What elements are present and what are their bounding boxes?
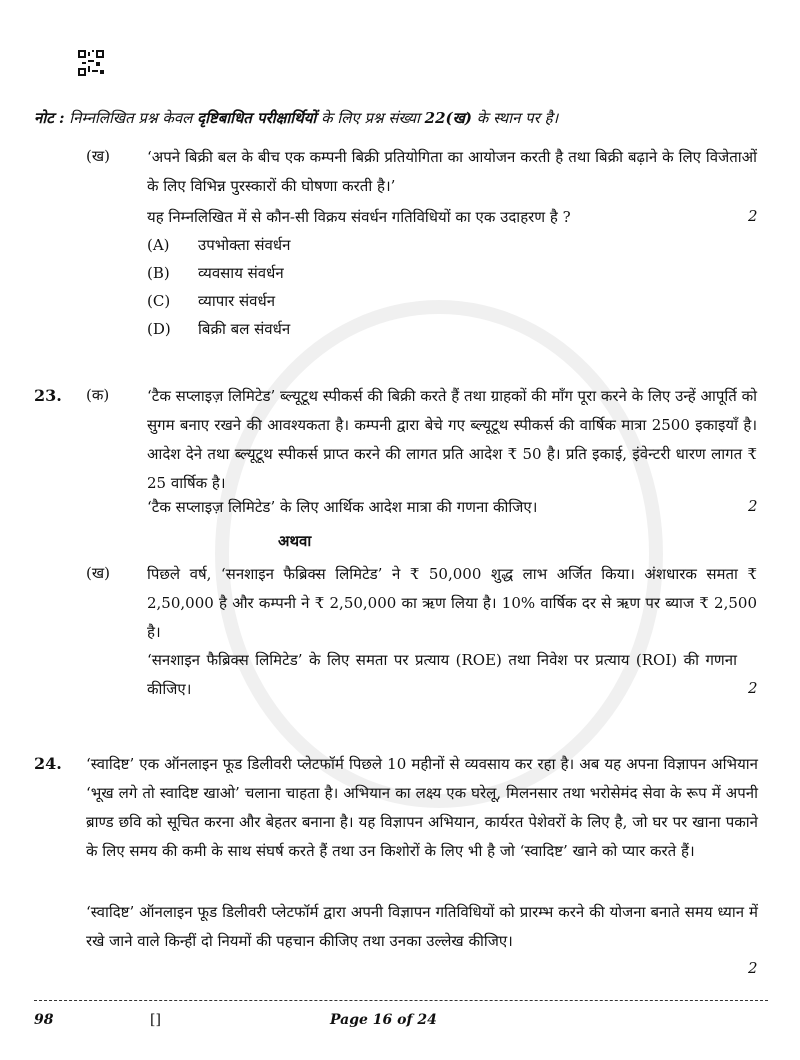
option-c-key: (C) [147,292,171,310]
option-a-key: (A) [147,236,170,254]
q23a-label: (क) [86,386,110,404]
q23a-question: ‘टैक सप्लाइज़ लिमिटेड’ के लिए आर्थिक आदेश मात्रा की गणना कीजिए। [147,498,538,516]
q22b-label: (ख) [86,147,110,165]
footer-divider [34,1000,768,1001]
q23b-text: पिछले वर्ष, ‘सनशाइन फैब्रिक्स लिमिटेड’ ने ₹ 50,000 शुद्ध लाभ अर्जित किया। अंशधारक समता ₹ 2,50,000 है और कम्पनी ने ₹ 2,50,000 का ऋण लिया है। 10% वार्षिक दर से ऋण पर ब्याज ₹ 2,500 है। [147,565,757,641]
note-prefix: नोट : [34,109,65,127]
or-separator: अथवा [278,532,312,550]
q24-question: ‘स्वादिष्ट’ ऑनलाइन फूड डिलीवरी प्लेटफॉर्म द्वारा अपनी विज्ञापन गतिविधियों को प्रारम्भ करने की योजना बनाते समय ध्यान में रखे जाने वाले किन्हीं दो नियमों की पहचान कीजिए तथा उनका उल्लेख कीजिए। [86,903,758,950]
option-b-text: व्यवसाय संवर्धन [198,264,284,282]
q22b-stem: ‘अपने बिक्री बल के बीच एक कम्पनी बिक्री प्रतियोगिता का आयोजन करती है तथा बिक्री बढ़ाने के लिए विजेताओं के लिए विभिन्न पुरस्कारों की घोषणा करती है।’ [147,148,757,195]
note-bold-qnum: 22(ख) [424,109,473,127]
note-line [34,107,774,129]
q24-marks: 2 [748,959,758,977]
q24-text: ‘स्वादिष्ट’ एक ऑनलाइन फूड डिलीवरी प्लेटफॉर्म पिछले 10 महीनों से व्यवसाय कर रहा है। अब यह अपना विज्ञापन अभियान ‘भूख लगे तो स्वादिष्ट खाओ’ चलाना चाहता है। अभियान का लक्ष्य एक घरेलू, मिलनसार तथा भरोसेमंद सेवा के रूप में अपनी ब्राण्ड छवि को सूचित करना और बेहतर बनाना है। यह विज्ञापन अभियान, कार्यरत पेशेवरों के लिए है, जो घर पर खाना पकाने के लिए समय की कमी के साथ संघर्ष करते हैं तथा उन किशोरों के लिए भी है जो ‘स्वादिष्ट’ खाने को प्यार करते हैं। [86,755,758,860]
note-text-mid: के लिए प्रश्न संख्या [316,109,425,127]
note-bold: दृष्टिबाधित परीक्षार्थियों [197,109,317,127]
q23b-label: (ख) [86,564,110,582]
q23a-text: ‘टैक सप्लाइज़ लिमिटेड’ ब्ल्यूटूथ स्पीकर्स की बिक्री करते हैं तथा ग्राहकों की माँग पूरा करने के लिए उन्हें आपूर्ति को सुगम बनाए रखने की आवश्यकता है। कम्पनी द्वारा बेचे गए ब्ल्यूटूथ स्पीकर्स की वार्षिक मात्रा 2500 इकाइयाँ है। आदेश देने तथा ब्ल्यूटूथ स्पीकर्स प्राप्त करने की लागत प्रति आदेश ₹ 50 है। प्रति इकाई, इंवेन्टरी धारण लागत ₹ 25 वार्षिक है। [147,387,757,492]
q23b-marks: 2 [748,679,758,697]
option-d-key: (D) [147,320,171,338]
q23b-question: ‘सनशाइन फैब्रिक्स लिमिटेड’ के लिए समता पर प्रत्याय (ROE) तथा निवेश पर प्रत्याय (ROI) की गणना कीजिए। [147,651,737,698]
q23a-marks: 2 [748,497,758,515]
option-d-text: बिक्री बल संवर्धन [198,320,291,338]
q24-number: 24. [34,754,62,773]
option-b-key: (B) [147,264,170,282]
option-a-text: उपभोक्ता संवर्धन [198,236,291,254]
page-number: Page 16 of 24 [330,1012,437,1028]
option-c-text: व्यापार संवर्धन [198,292,276,310]
qr-code [78,50,104,76]
q23-number: 23. [34,386,62,405]
note-text-before: निम्नलिखित प्रश्न केवल [64,109,198,127]
footer-code: 98 [34,1012,54,1028]
q22b-question: यह निम्नलिखित में से कौन-सी विक्रय संवर्धन गतिविधियों का एक उदाहरण है ? [147,208,571,226]
q22b-marks: 2 [748,207,758,225]
note-text-after: के स्थान पर है। [472,109,559,127]
footer-brackets: [] [150,1012,161,1028]
